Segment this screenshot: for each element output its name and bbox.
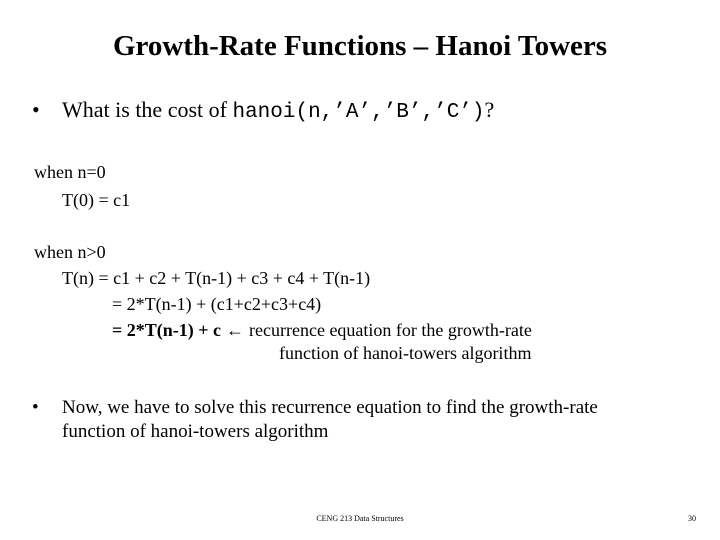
recurrence-note-2: function of hanoi-towers algorithm: [279, 343, 532, 363]
bullet-marker: •: [32, 397, 39, 418]
bullet-text-prefix: What is the cost of: [62, 97, 233, 122]
left-arrow-icon: ←: [226, 320, 245, 340]
page-number: 30: [688, 514, 696, 523]
case-n0-equation: T(0) = c1: [62, 190, 131, 210]
bullet-text-suffix: ?: [484, 97, 495, 122]
case-n0-condition: when n=0: [34, 162, 106, 182]
recurrence-line-1: T(n) = c1 + c2 + T(n-1) + c3 + c4 + T(n-1): [62, 268, 371, 288]
hanoi-call-code: hanoi(n,’A’,’B’,’C’): [232, 101, 485, 124]
bullet2-line-2: function of hanoi-towers algorithm: [62, 421, 329, 442]
slide-title: Growth-Rate Functions – Hanoi Towers: [112, 30, 608, 62]
bullet-cost-question: [32, 97, 494, 124]
recurrence-note-1: recurrence equation for the growth-rate: [249, 320, 532, 340]
bullet-marker: •: [32, 97, 40, 122]
recurrence-line-2: = 2*T(n-1) + (c1+c2+c3+c4): [112, 294, 322, 314]
case-ngt0-condition: when n>0: [34, 242, 106, 262]
recurrence-line-3: [112, 320, 532, 341]
footer-course: CENG 213 Data Structures: [316, 514, 404, 523]
bullet-solve-recurrence: [32, 396, 598, 444]
recurrence-equation: = 2*T(n-1) + c: [112, 320, 222, 340]
bullet2-line-1: Now, we have to solve this recurrence equation to find the growth-rate: [62, 397, 598, 418]
